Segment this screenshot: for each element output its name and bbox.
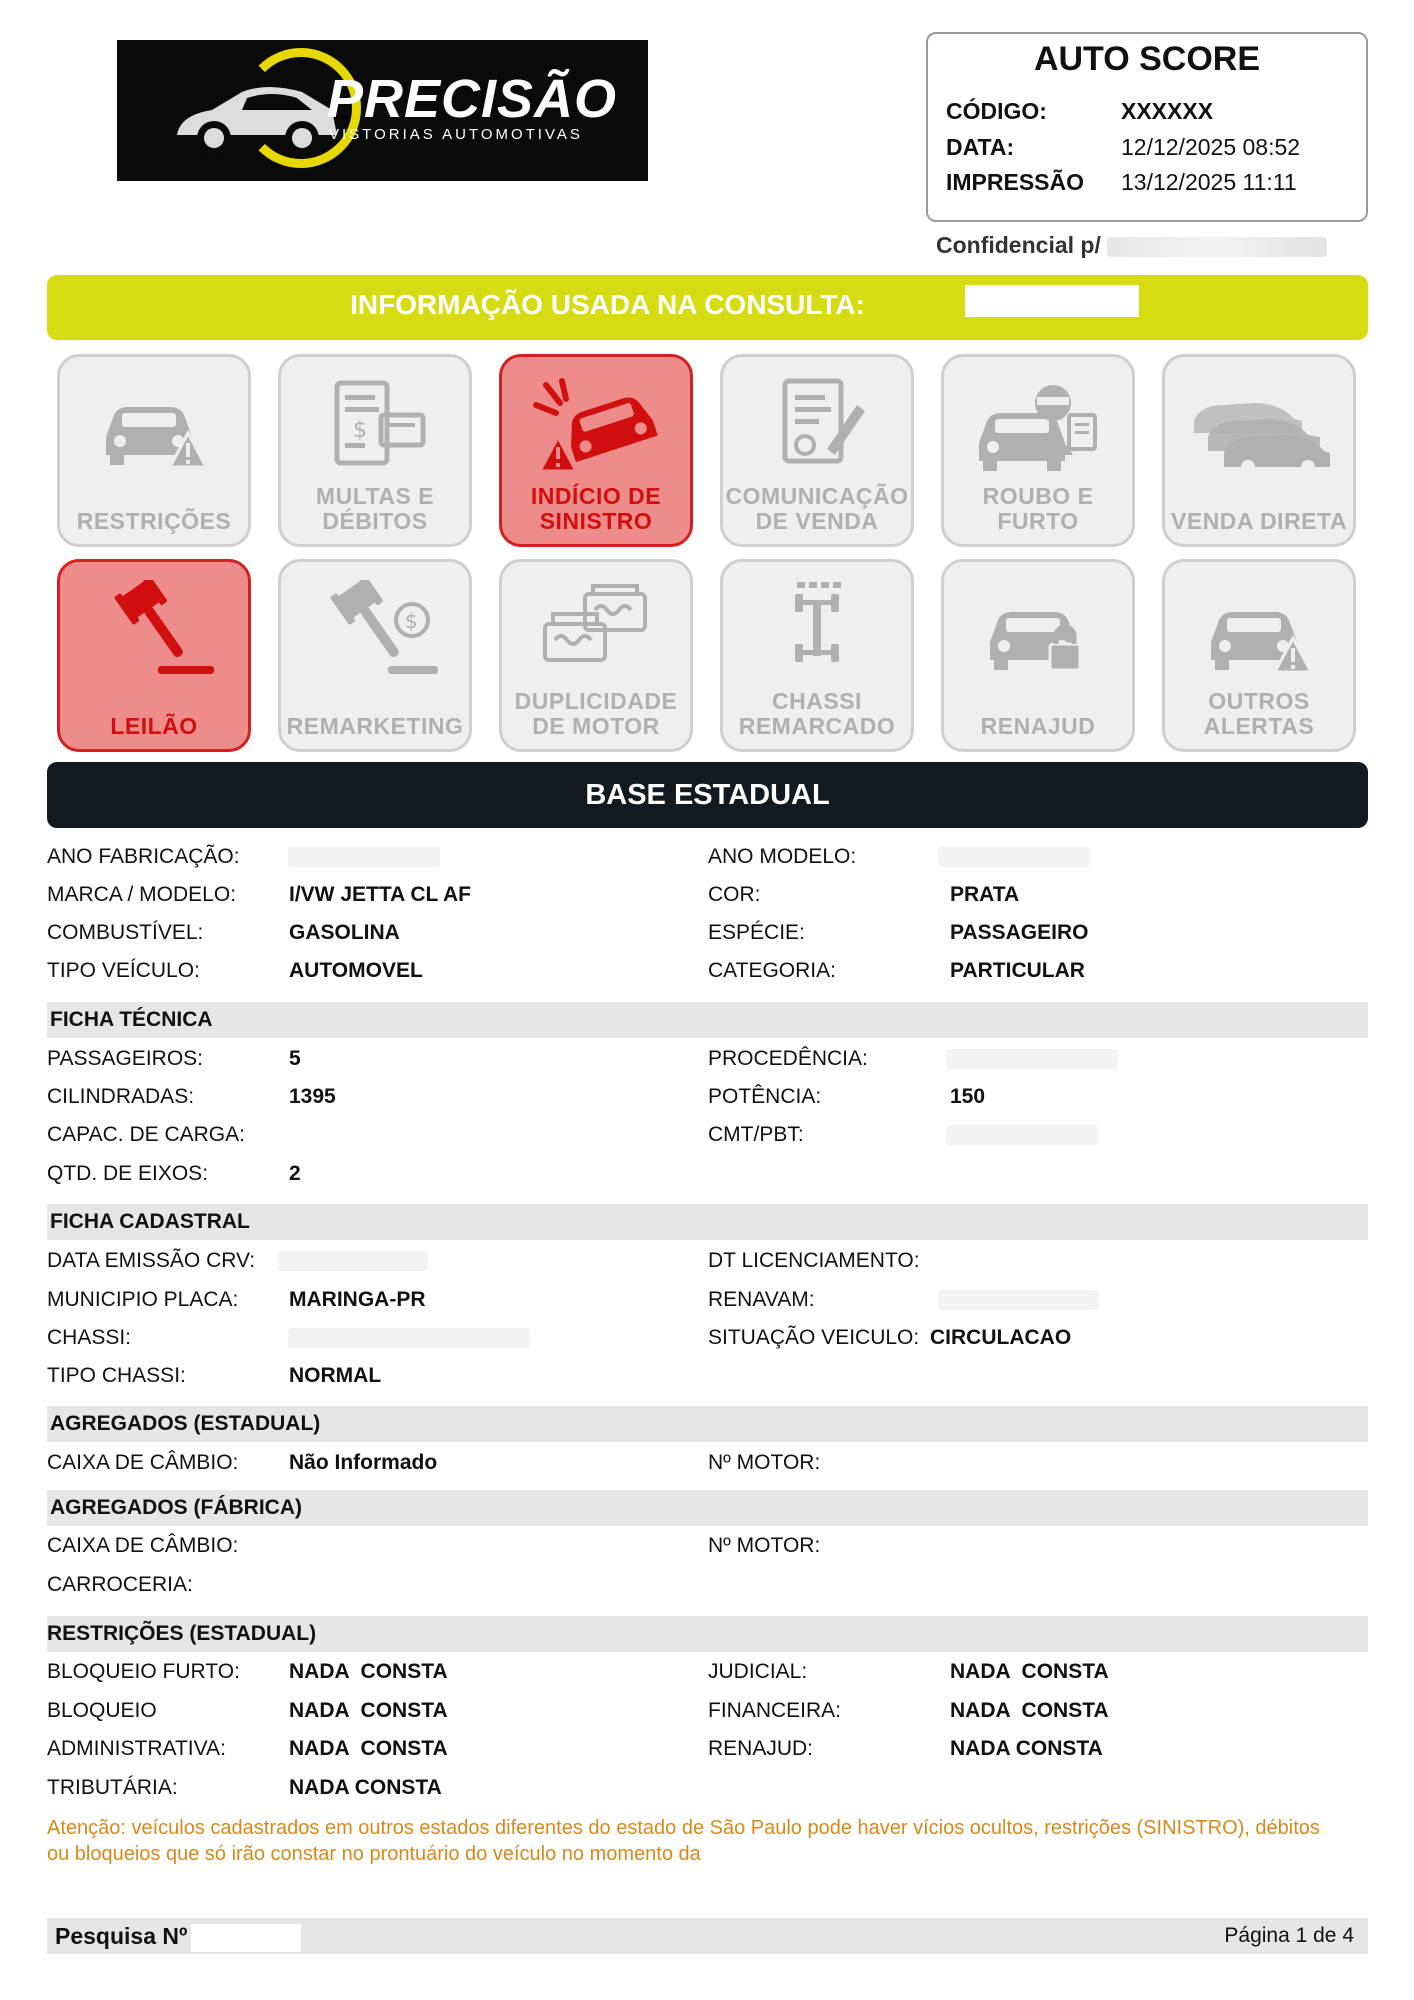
- tile-label-line2: DE MOTOR: [532, 713, 660, 739]
- tile-label-line2: REMARCADO: [738, 713, 896, 739]
- cor-row: [708, 883, 1020, 907]
- redacted-field: [946, 1049, 1118, 1069]
- cilindradas-row: [47, 1085, 336, 1109]
- base-estadual-header: BASE ESTADUAL: [47, 762, 1368, 828]
- field-label: CARROCERIA:: [47, 1573, 193, 1596]
- field-value: PASSAGEIRO: [950, 921, 1089, 944]
- tile-label-line1: MULTAS E: [315, 483, 435, 509]
- tile-duplicidade: [499, 559, 693, 752]
- field-label: COMBUSTÍVEL:: [47, 921, 204, 944]
- codigo-value: XXXXXX: [1121, 98, 1214, 124]
- tributaria-row: [47, 1776, 442, 1800]
- categoria-row: [708, 959, 1085, 983]
- data-row: [946, 134, 1300, 161]
- field-value: PRATA: [950, 883, 1020, 906]
- field-value: MARINGA-PR: [289, 1288, 426, 1311]
- field-value: NADA CONSTA: [950, 1660, 1109, 1683]
- agregados-fabrica-header: AGREGADOS (FÁBRICA): [47, 1490, 1368, 1526]
- field-label: CAIXA DE CÂMBIO:: [47, 1451, 239, 1474]
- tile-label: [1165, 509, 1353, 534]
- ficha-tecnica-header: FICHA TÉCNICA: [47, 1002, 1368, 1038]
- field-value: NADA CONSTA: [289, 1699, 448, 1722]
- field-label: DT LICENCIAMENTO:: [708, 1249, 920, 1272]
- info-bar: [47, 275, 1368, 340]
- ano-fabricacao-row: [47, 845, 240, 869]
- redacted-field: [278, 1251, 428, 1271]
- confidencial-label: Confidencial p/: [936, 232, 1101, 258]
- situacao-row: [708, 1326, 1072, 1350]
- gavel-coin-icon: [281, 580, 469, 690]
- tile-label: [502, 484, 690, 534]
- document-sign-icon: [723, 375, 911, 485]
- tile-label-line1: RESTRIÇÕES: [76, 508, 232, 534]
- tile-restrições: [57, 354, 251, 547]
- tile-chassi: [720, 559, 914, 752]
- svg-text:$: $: [405, 609, 418, 633]
- tipo-chassi-row: [47, 1364, 382, 1388]
- tile-outros: [1162, 559, 1356, 752]
- capac-carga-row: [47, 1123, 245, 1147]
- passageiros-row: [47, 1047, 301, 1071]
- field-label: MARCA / MODELO:: [47, 883, 237, 906]
- judicial-row: [708, 1660, 1109, 1684]
- chassi-row: [47, 1326, 131, 1350]
- tile-label-line1: INDÍCIO DE: [530, 483, 662, 509]
- tile-label-line2: SINISTRO: [539, 508, 653, 534]
- field-label: TIPO CHASSI:: [47, 1364, 186, 1387]
- field-label: ANO MODELO:: [708, 845, 857, 868]
- field-label: COR:: [708, 883, 761, 906]
- tile-label: [502, 689, 690, 739]
- car-warning-icon: [60, 375, 248, 485]
- bill-icon: [281, 375, 469, 485]
- tile-renajud: [941, 559, 1135, 752]
- car-logo-icon: [172, 80, 342, 160]
- tile-label: [1165, 689, 1353, 739]
- field-value: I/VW JETTA CL AF: [289, 883, 471, 906]
- eixos-row: [47, 1162, 301, 1186]
- redacted-field: [191, 1924, 301, 1952]
- tile-roubo-e: [941, 354, 1135, 547]
- tile-label: [723, 689, 911, 739]
- pesquisa-text: Pesquisa Nº: [55, 1923, 188, 1949]
- redacted-field: [965, 285, 1139, 317]
- field-value: 1395: [289, 1085, 336, 1108]
- tile-indício-de: [499, 354, 693, 547]
- cmt-pbt-row: [708, 1123, 804, 1147]
- tile-remarketing: [278, 559, 472, 752]
- field-label: RENAVAM:: [708, 1288, 815, 1311]
- field-label: TIPO VEÍCULO:: [47, 959, 200, 982]
- tipo-veiculo-row: [47, 959, 423, 983]
- procedencia-row: [708, 1047, 868, 1071]
- data-value: 12/12/2025 08:52: [1121, 134, 1301, 160]
- field-label: CILINDRADAS:: [47, 1085, 195, 1108]
- field-label: PASSAGEIROS:: [47, 1047, 203, 1070]
- brand-name: PRECISÃO: [327, 69, 618, 129]
- tile-label-line1: DUPLICIDADE: [514, 688, 678, 714]
- score-title: AUTO SCORE: [1033, 40, 1261, 78]
- tile-label: [60, 714, 248, 739]
- especie-row: [708, 921, 1089, 945]
- field-label: TRIBUTÁRIA:: [47, 1776, 178, 1799]
- renajud-row: [708, 1737, 1103, 1761]
- bloqueio-row: [47, 1699, 448, 1723]
- agregados-estadual-header: AGREGADOS (ESTADUAL): [47, 1406, 1368, 1442]
- redacted-field: [288, 1328, 530, 1348]
- field-label: CAPAC. DE CARGA:: [47, 1123, 245, 1146]
- motor-estadual-row: [708, 1451, 820, 1475]
- field-value: 150: [950, 1085, 986, 1108]
- confidencial-line: [936, 232, 1327, 259]
- field-label: JUDICIAL:: [708, 1660, 808, 1683]
- combustivel-row: [47, 921, 400, 945]
- redacted-field: [938, 847, 1090, 867]
- municipio-row: [47, 1288, 426, 1312]
- field-label: ESPÉCIE:: [708, 921, 805, 944]
- field-label: CAIXA DE CÂMBIO:: [47, 1534, 239, 1557]
- field-value: NADA CONSTA: [289, 1737, 448, 1760]
- field-label: DATA EMISSÃO CRV:: [47, 1249, 256, 1272]
- codigo-label: CÓDIGO:: [946, 98, 1047, 124]
- field-value: GASOLINA: [289, 921, 400, 944]
- tile-leilão: [57, 559, 251, 752]
- field-label: PROCEDÊNCIA:: [708, 1047, 868, 1070]
- field-value: NADA CONSTA: [289, 1776, 442, 1799]
- motor-fabrica-row: [708, 1534, 820, 1558]
- tile-label-line2: ALERTAS: [1203, 713, 1315, 739]
- field-value: PARTICULAR: [950, 959, 1085, 982]
- car-alert-icon: [1165, 580, 1353, 690]
- field-label: POTÊNCIA:: [708, 1085, 822, 1108]
- pesquisa-label: [55, 1923, 301, 1952]
- gavel-icon: [60, 580, 248, 690]
- tile-label-line2: DE VENDA: [755, 508, 879, 534]
- tile-label: [944, 484, 1132, 534]
- tile-comunicação: [720, 354, 914, 547]
- potencia-row: [708, 1085, 986, 1109]
- field-value: NORMAL: [289, 1364, 382, 1387]
- field-label: ADMINISTRATIVA:: [47, 1737, 226, 1760]
- tile-label: [281, 484, 469, 534]
- administrativa-row: [47, 1737, 448, 1761]
- financeira-row: [708, 1699, 1109, 1723]
- redacted-field: [946, 1125, 1098, 1145]
- svg-text:$: $: [353, 418, 367, 443]
- tile-label-line1: ROUBO E: [982, 483, 1094, 509]
- tile-label-line1: REMARKETING: [286, 713, 464, 739]
- renavam-row: [708, 1288, 815, 1312]
- cambio-fabrica-row: [47, 1534, 238, 1558]
- field-label: SITUAÇÃO VEICULO:: [708, 1326, 920, 1349]
- marca-row: [47, 883, 471, 907]
- field-value: Não Informado: [289, 1451, 438, 1474]
- field-label: Nº MOTOR:: [708, 1451, 821, 1474]
- cambio-estadual-row: [47, 1451, 438, 1475]
- info-bar-text: INFORMAÇÃO USADA NA CONSULTA:: [350, 289, 865, 320]
- auto-score-box: [926, 32, 1368, 222]
- tile-label-line1: LEILÃO: [110, 713, 198, 739]
- field-value: 5: [289, 1047, 301, 1070]
- licenciamento-row: [708, 1249, 920, 1273]
- tile-label: [944, 714, 1132, 739]
- tile-label-line1: RENAJUD: [980, 713, 1096, 739]
- field-label: Nº MOTOR:: [708, 1534, 821, 1557]
- tile-label-line1: COMUNICAÇÃO: [725, 483, 909, 509]
- bloqueio-furto-row: [47, 1660, 448, 1684]
- tile-label-line1: CHASSI: [772, 688, 862, 714]
- field-value: NADA CONSTA: [950, 1737, 1103, 1760]
- tile-multas-e: [278, 354, 472, 547]
- engine-icon: [502, 580, 690, 690]
- emissao-crv-row: [47, 1249, 255, 1273]
- warning-text: Atenção: veículos cadastrados em outros estados diferentes do estado de São Paulo pode haver vícios ocultos, restrições (SINISTRO), débitos ou bloqueios que só irão constar no prontuário do veículo no momento da: [47, 1817, 1320, 1865]
- field-value: 2: [289, 1162, 301, 1185]
- field-value: NADA CONSTA: [289, 1660, 448, 1683]
- redacted-field: [1107, 237, 1327, 257]
- tile-label-line2: FURTO: [997, 508, 1079, 534]
- redacted-field: [288, 847, 440, 867]
- brand-tagline: VISTORIAS AUTOMOTIVAS: [329, 126, 583, 143]
- redacted-field: [938, 1290, 1098, 1310]
- field-label: MUNICIPIO PLACA:: [47, 1288, 239, 1311]
- ano-modelo-row: [708, 845, 856, 869]
- field-label: ANO FABRICAÇÃO:: [47, 845, 240, 868]
- field-value: AUTOMOVEL: [289, 959, 423, 982]
- cars-icon: [1165, 375, 1353, 485]
- restricoes-header: RESTRIÇÕES (ESTADUAL): [47, 1616, 1368, 1652]
- field-label: CATEGORIA:: [708, 959, 836, 982]
- tile-venda-direta: [1162, 354, 1356, 547]
- tile-label-line1: VENDA DIRETA: [1171, 508, 1347, 534]
- field-value: CIRCULACAO: [930, 1326, 1072, 1349]
- field-label: BLOQUEIO: [47, 1699, 157, 1722]
- field-label: BLOQUEIO FURTO:: [47, 1660, 240, 1683]
- tile-label: [60, 509, 248, 534]
- ficha-cadastral-header: FICHA CADASTRAL: [47, 1204, 1368, 1240]
- crash-icon: [502, 375, 690, 485]
- brand-logo: [117, 40, 648, 181]
- tile-label-line1: OUTROS: [1208, 688, 1310, 714]
- codigo-row: [946, 98, 1213, 125]
- impressao-label: IMPRESSÃO: [946, 169, 1085, 195]
- page-indicator: Página 1 de 4: [1224, 1924, 1354, 1947]
- field-label: CHASSI:: [47, 1326, 132, 1349]
- carroceria-row: [47, 1573, 193, 1597]
- field-value: NADA CONSTA: [950, 1699, 1109, 1722]
- impressao-row: [946, 169, 1297, 196]
- car-lock-icon: [944, 580, 1132, 690]
- tile-label: [723, 484, 911, 534]
- field-label: CMT/PBT:: [708, 1123, 804, 1146]
- field-label: RENAJUD:: [708, 1737, 814, 1760]
- impressao-value: 13/12/2025 11:11: [1121, 169, 1297, 195]
- field-label: FINANCEIRA:: [708, 1699, 842, 1722]
- thief-icon: [944, 375, 1132, 485]
- field-label: QTD. DE EIXOS:: [47, 1162, 209, 1185]
- chassis-icon: [723, 580, 911, 690]
- data-label: DATA:: [946, 134, 1015, 160]
- footer-bar: [47, 1918, 1368, 1954]
- tile-label-line2: DÉBITOS: [322, 508, 428, 534]
- tile-label: [281, 714, 469, 739]
